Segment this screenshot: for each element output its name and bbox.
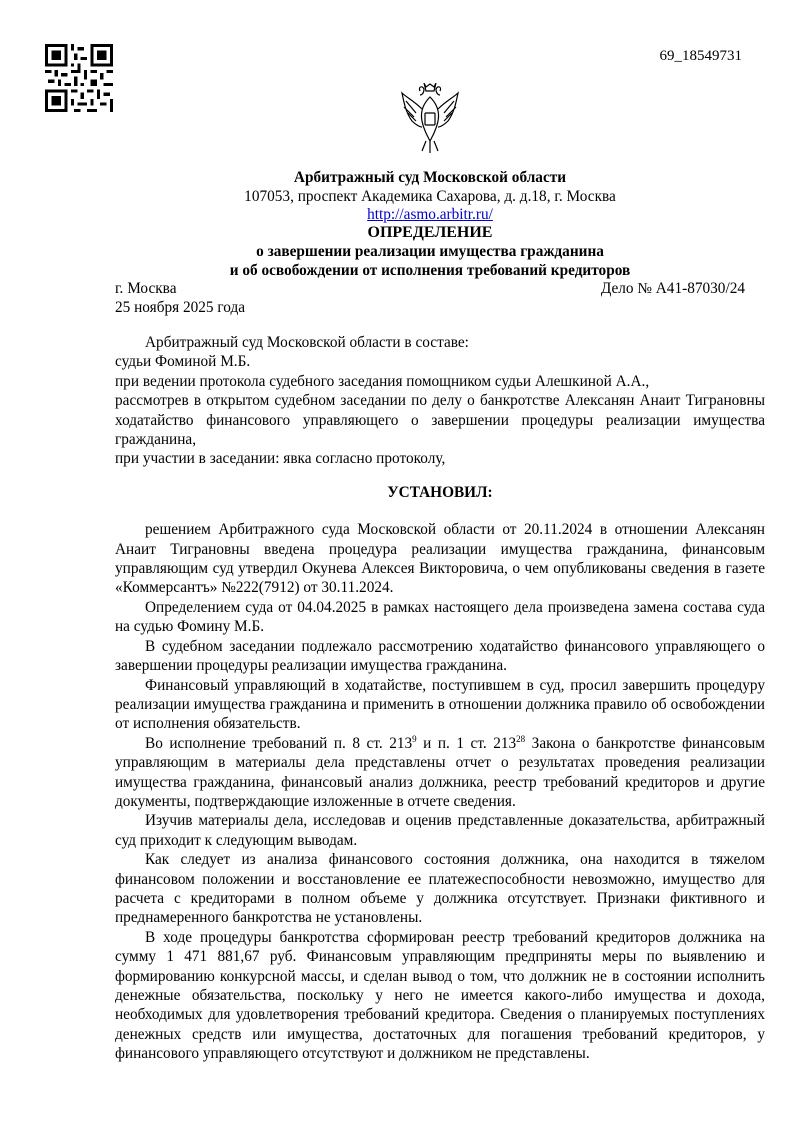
body-paragraph: решением Арбитражного суда Московской области от 20.11.2024 в отношении Алексанян Анаит Тиграновны введена процедура реализации имущества гражданина, финансовым управляющим суд утвердил Окунева Алексея Викторовича, о чем опубликованы сведения в газете «Коммерсантъ» №222(7912) от 30.11.2024. — [115, 521, 765, 597]
body-paragraph: Изучив материалы дела, исследовав и оценив представленные доказательства, арбитражный суд приходит к следующим выводам. — [115, 812, 765, 849]
court-name: Арбитражный суд Московской области — [293, 169, 567, 186]
body-paragraph: В ходе процедуры банкротства сформирован реестр требований кредиторов должника на сумму 1 471 881,67 руб. Финансовым управляющим предприняты меры по выявлению и формированию конкурсной массы, и сделан вывод о том, что должник не в состоянии исполнить денежные обязательства, поскольку у него не имеется какого-либо имущества и дохода, необходимых для удовлетворения требований кредитора. Сведения о планируемых поступлениях денежных средств или имущества, достаточных для погашения требований кредиторов, у финансового управляющего отсутствуют и должником не представлены. — [115, 928, 765, 1063]
document-body — [115, 333, 765, 1064]
established-heading: УСТАНОВИЛ: — [387, 483, 493, 501]
body-paragraph: В судебном заседании подлежало рассмотрению ходатайство финансового управляющего о завершении процедуры реализации имущества гражданина. — [115, 637, 765, 675]
court-url-link[interactable]: http://asmo.arbitr.ru/ — [367, 206, 493, 223]
intro-paragraph: Арбитражный суд Московской области в составе: — [145, 334, 469, 351]
superscript: 28 — [516, 733, 526, 744]
body-paragraph: Определением суда от 04.04.2025 в рамках настоящего дела произведена замена состава суда на судью Фомину М.Б. — [115, 598, 765, 636]
place-case-line — [115, 279, 745, 298]
case-number: Дело № А41-87030/24 — [600, 280, 745, 297]
intro-paragraph: рассмотрев в открытом судебном заседании по делу о банкротстве Алексанян Анаит Тиграновны ходатайство финансового управляющего о завершении процедуры реализации имущества гражданина, — [115, 392, 765, 449]
body-paragraph — [115, 734, 765, 812]
court-address: 107053, проспект Академика Сахарова, д. д.18, г. Москва — [244, 188, 616, 205]
document-title: ОПРЕДЕЛЕНИЕ — [367, 224, 493, 241]
qr-code-icon — [45, 44, 113, 112]
body-paragraph: Финансовый управляющий в ходатайстве, поступившем в суд, просил завершить процедуру реализации имущества гражданина и применить в отношении должника правило об освобождении от исполнения обязательств. — [115, 676, 765, 733]
text-run: Во исполнение требований п. 8 ст. 213 — [145, 734, 413, 752]
document-subtitle-line2: и об освобождении от исполнения требований кредиторов — [229, 262, 631, 279]
intro-paragraph: при участии в заседании: явка согласно протоколу, — [115, 450, 446, 468]
intro-paragraph: судьи Фоминой М.Б. — [115, 353, 251, 371]
intro-paragraph: при ведении протокола судебного заседания помощником судьи Алешкиной А.А., — [115, 372, 650, 390]
body-paragraph: Как следует из анализа финансового состояния должника, она находится в тяжелом финансовом положении и восстановление ее платежеспособности невозможно, имущество для расчета с кредиторами в полном объеме у должника отсутствует. Признаки фиктивного и преднамеренного банкротства не установлены. — [115, 851, 765, 927]
superscript: 9 — [412, 733, 417, 744]
document-subtitle-line1: о завершении реализации имущества гражданина — [256, 243, 604, 260]
text-run: и п. 1 ст. 213 — [416, 734, 517, 752]
text-run: Закона о банкротстве финансовым управляющим в материалы дела представлены отчет о результатах проведения реализации имущества гражданина, финансовый анализ должника, реестр требований кредиторов и другие документы, подтверждающие изложенные в отчете сведения. — [115, 734, 765, 810]
coat-of-arms-icon — [398, 83, 462, 157]
city: г. Москва — [115, 280, 177, 297]
document-date: 25 ноября 2025 года — [115, 299, 246, 316]
document-number: 69_18549731 — [659, 48, 742, 64]
